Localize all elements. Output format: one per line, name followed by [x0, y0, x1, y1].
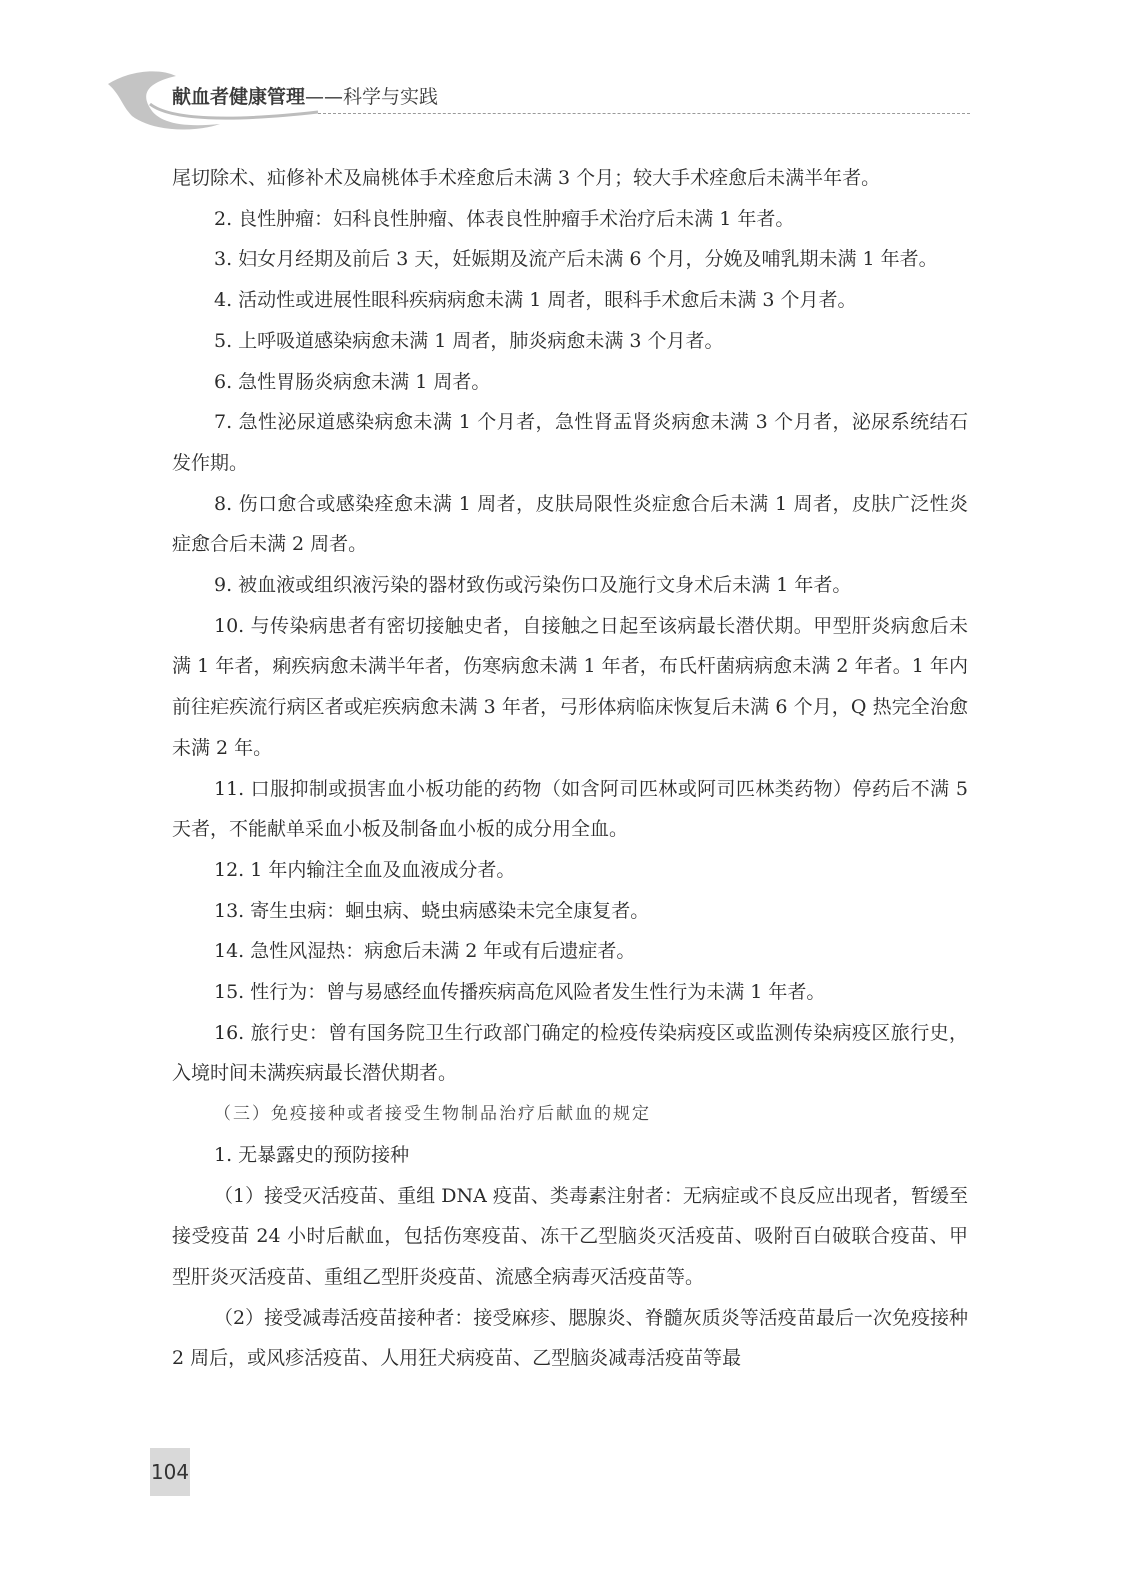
- book-title-main: 献血者健康管理: [172, 86, 306, 108]
- paragraph: 16. 旅行史：曾有国务院卫生行政部门确定的检疫传染病疫区或监测传染病疫区旅行史，入境时间未满疾病最长潜伏期者。: [172, 1021, 968, 1085]
- page-body: [172, 158, 968, 1379]
- paragraph: 13. 寄生虫病：蛔虫病、蛲虫病感染未完全康复者。: [214, 899, 650, 922]
- paragraph: 8. 伤口愈合或感染痊愈未满 1 周者，皮肤局限性炎症愈合后未满 1 周者，皮肤广泛性炎症愈合后未满 2 周者。: [172, 492, 968, 556]
- paragraph: 6. 急性胃肠炎病愈未满 1 周者。: [214, 370, 491, 393]
- paragraph: 尾切除术、疝修补术及扁桃体手术痊愈后未满 3 个月；较大手术痊愈后未满半年者。: [172, 167, 881, 189]
- paragraph: 3. 妇女月经期及前后 3 天，妊娠期及流产后未满 6 个月，分娩及哺乳期未满 1 年者。: [214, 248, 938, 271]
- paragraph: 4. 活动性或进展性眼科疾病病愈未满 1 周者，眼科手术愈后未满 3 个月者。: [214, 289, 857, 312]
- paragraph: （2）接受减毒活疫苗接种者：接受麻疹、腮腺炎、脊髓灰质炎等活疫苗最后一次免疫接种 2 周后，或风疹活疫苗、人用狂犬病疫苗、乙型脑炎减毒活疫苗等最: [172, 1306, 968, 1370]
- header-swoosh-graphic: [0, 0, 330, 140]
- book-title: [172, 82, 438, 109]
- paragraph: 7. 急性泌尿道感染病愈未满 1 个月者，急性肾盂肾炎病愈未满 3 个月者，泌尿系统结石发作期。: [172, 411, 968, 474]
- paragraph: 14. 急性风湿热：病愈后未满 2 年或有后遗症者。: [214, 940, 636, 963]
- paragraph: 5. 上呼吸道感染病愈未满 1 周者，肺炎病愈未满 3 个月者。: [214, 329, 724, 352]
- paragraph: 1. 无暴露史的预防接种: [214, 1143, 410, 1166]
- running-header: [0, 0, 1123, 140]
- paragraph: 10. 与传染病患者有密切接触史者，自接触之日起至该病最长潜伏期。甲型肝炎病愈后未满 1 年者，痢疾病愈未满半年者，伤寒病愈未满 1 年者，布氏杆菌病病愈未满 2 年者。1 年内前往疟疾流行病区者或疟疾病愈未满 3 年者，弓形体病临床恢复后未满 6 个月，Q 热完全治愈未满 2 年。: [172, 614, 968, 759]
- paragraph: 11. 口服抑制或损害血小板功能的药物（如含阿司匹林或阿司匹林类药物）停药后不满 5 天者，不能献单采血小板及制备血小板的成分用全血。: [172, 777, 968, 841]
- header-dashed-rule: [318, 113, 970, 114]
- paragraph: 15. 性行为：曾与易感经血传播疾病高危风险者发生性行为未满 1 年者。: [214, 981, 826, 1004]
- paragraph: 12. 1 年内输注全血及血液成分者。: [214, 858, 516, 881]
- book-title-subtitle: ——科学与实践: [305, 86, 439, 108]
- section-subheading: （三）免疫接种或者接受生物制品治疗后献血的规定: [214, 1104, 651, 1125]
- paragraph: 9. 被血液或组织液污染的器材致伤或污染伤口及施行文身术后未满 1 年者。: [214, 574, 852, 597]
- paragraph: 2. 良性肿瘤：妇科良性肿瘤、体表良性肿瘤手术治疗后未满 1 年者。: [214, 207, 795, 230]
- paragraph: （1）接受灭活疫苗、重组 DNA 疫苗、类毒素注射者：无病症或不良反应出现者，暂缓至接受疫苗 24 小时后献血，包括伤寒疫苗、冻干乙型脑炎灭活疫苗、吸附百白破联合疫苗、甲型肝炎灭活疫苗、重组乙型肝炎疫苗、流感全病毒灭活疫苗等。: [172, 1184, 968, 1288]
- page-number: 104: [150, 1448, 190, 1496]
